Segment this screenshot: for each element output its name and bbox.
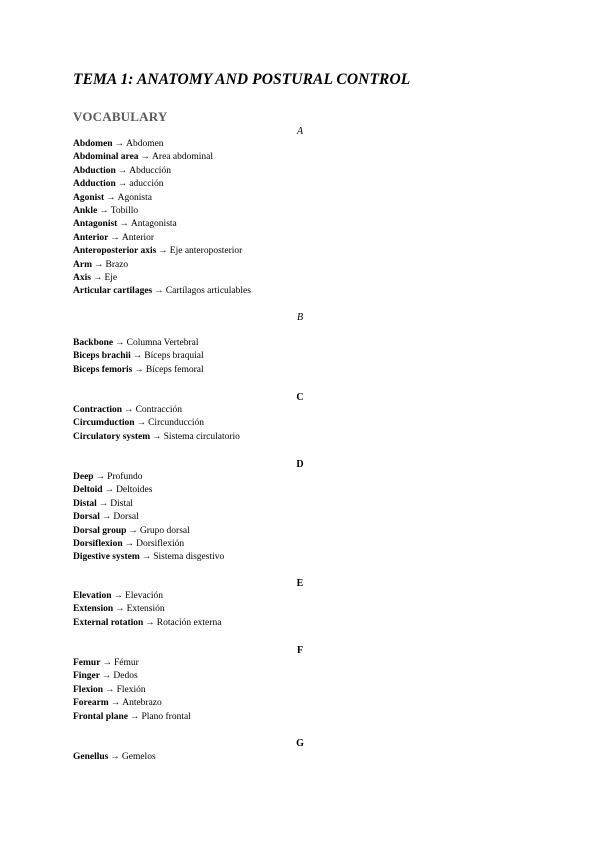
- vocab-entry: [73, 364, 204, 377]
- vocab-entry: [73, 538, 224, 551]
- entry-term: Contraction: [73, 405, 123, 415]
- vocab-entry: [73, 603, 221, 616]
- entry-translation: Agonista: [117, 192, 152, 203]
- entry-translation: Sistema disgestivo: [153, 552, 225, 563]
- entry-term: Abdomen: [73, 139, 113, 149]
- entry-term: Adduction: [73, 179, 116, 190]
- entry-translation: Extensión: [126, 604, 165, 615]
- arrow-icon: →: [119, 219, 129, 230]
- entry-term: Abdominal area: [73, 152, 139, 163]
- vocab-entry: [73, 205, 251, 218]
- arrow-icon: →: [98, 498, 109, 509]
- section-f-entries: [73, 657, 191, 724]
- entry-term: Articular cartilages: [73, 286, 153, 297]
- vocab-entry: [73, 272, 251, 285]
- entry-translation: Deltoides: [116, 485, 153, 496]
- entry-translation: Elevación: [125, 591, 164, 601]
- entry-term: Dorsiflexion: [73, 539, 123, 550]
- entry-term: Elevation: [73, 591, 112, 601]
- vocab-entry: [73, 259, 251, 272]
- entry-term: Finger: [73, 671, 100, 682]
- vocab-entry: [73, 670, 191, 683]
- section-b-entries: [73, 337, 204, 377]
- entry-translation: Antebrazo: [122, 698, 162, 709]
- arrow-icon: →: [101, 512, 112, 523]
- arrow-icon: →: [129, 711, 140, 722]
- entry-translation: Dedos: [113, 671, 138, 682]
- entry-translation: Eje anteroposterior: [169, 246, 243, 257]
- arrow-icon: →: [102, 658, 112, 668]
- entry-translation: Dorsal: [113, 512, 139, 523]
- arrow-icon: →: [110, 752, 120, 762]
- section-g-entries: [73, 751, 156, 764]
- vocab-entry: [73, 751, 156, 764]
- entry-term: Deep: [73, 472, 94, 482]
- arrow-icon: →: [152, 431, 162, 442]
- vocab-entry: [73, 337, 204, 350]
- arrow-icon: →: [124, 405, 134, 415]
- vocab-entry: [73, 245, 251, 258]
- arrow-icon: →: [124, 539, 135, 550]
- vocab-entry: [73, 657, 191, 670]
- vocab-entry: [73, 617, 221, 630]
- arrow-icon: →: [105, 684, 115, 695]
- vocab-entry: [73, 684, 191, 697]
- arrow-icon: →: [104, 485, 115, 496]
- entry-term: Anteroposterior axis: [73, 246, 157, 257]
- section-c-entries: [73, 404, 240, 444]
- entry-translation: Sistema circulatorio: [163, 431, 240, 442]
- entry-translation: Cartílagos articulables: [165, 286, 251, 297]
- arrow-icon: →: [99, 206, 109, 217]
- entry-term: Flexion: [73, 684, 104, 695]
- entry-term: Anterior: [73, 232, 109, 243]
- entry-term: Dorsal: [73, 512, 100, 523]
- arrow-icon: →: [94, 259, 104, 270]
- vocab-entry: [73, 525, 224, 538]
- entry-term: Circumduction: [73, 418, 135, 429]
- section-e-entries: [73, 590, 221, 630]
- entry-translation: Rotación externa: [156, 617, 222, 628]
- entry-translation: Eje: [104, 273, 118, 284]
- entry-term: Ankle: [73, 206, 98, 217]
- arrow-icon: →: [145, 617, 155, 628]
- entry-term: Dorsal group: [73, 525, 127, 536]
- section-letter-c: C: [296, 392, 304, 403]
- entry-translation: Antagonista: [130, 219, 177, 230]
- entry-term: Abduction: [73, 165, 116, 176]
- section-letter-e: E: [296, 578, 304, 589]
- entry-translation: Brazo: [105, 259, 129, 270]
- vocab-entry: [73, 551, 224, 564]
- entry-term: Frontal plane: [73, 711, 128, 722]
- arrow-icon: →: [95, 472, 106, 482]
- vocab-entry: [73, 471, 224, 484]
- entry-translation: Tobillo: [110, 206, 139, 217]
- entry-term: Arm: [73, 259, 92, 270]
- arrow-icon: →: [113, 591, 124, 601]
- entry-translation: Anterior: [121, 232, 155, 243]
- entry-translation: Bíceps braquial: [144, 351, 204, 362]
- entry-translation: Distal: [110, 498, 133, 509]
- arrow-icon: →: [110, 698, 121, 709]
- entry-term: Backbone: [73, 338, 114, 348]
- arrow-icon: →: [158, 246, 168, 257]
- entry-term: Extension: [73, 604, 114, 615]
- vocab-entry: [73, 151, 251, 164]
- entry-term: Forearm: [73, 698, 109, 709]
- entry-translation: Plano frontal: [141, 711, 191, 722]
- vocab-entry: [73, 404, 240, 417]
- entry-translation: Contracción: [135, 405, 183, 415]
- entry-translation: Columna Vertebral: [126, 338, 199, 348]
- arrow-icon: →: [92, 273, 103, 284]
- vocab-entry: [73, 417, 240, 430]
- entry-translation: Gemelos: [121, 752, 156, 762]
- arrow-icon: →: [128, 525, 138, 536]
- entry-term: Circulatory system: [73, 431, 151, 442]
- entry-term: Axis: [73, 273, 91, 284]
- vocabulary-heading: VOCABULARY: [73, 109, 168, 124]
- entry-translation: Profundo: [107, 472, 143, 482]
- entry-term: Antagonist: [73, 219, 118, 230]
- arrow-icon: →: [154, 286, 164, 297]
- entry-term: Femur: [73, 658, 101, 668]
- entry-term: Genellus: [73, 752, 109, 762]
- entry-translation: Bíceps femoral: [145, 364, 204, 375]
- vocab-entry: [73, 511, 224, 524]
- arrow-icon: →: [117, 165, 128, 176]
- document-title: TEMA 1: ANATOMY AND POSTURAL CONTROL: [73, 71, 411, 88]
- entry-translation: Circunducción: [148, 418, 205, 429]
- arrow-icon: →: [110, 232, 120, 243]
- section-letter-a: A: [296, 126, 304, 137]
- entry-translation: Abducción: [129, 165, 171, 176]
- entry-term: Biceps brachii: [73, 351, 131, 362]
- section-a-entries: [73, 138, 251, 299]
- entry-translation: Grupo dorsal: [139, 525, 190, 536]
- arrow-icon: →: [115, 604, 125, 615]
- arrow-icon: →: [106, 192, 116, 203]
- section-letter-f: F: [296, 645, 304, 656]
- entry-translation: Abdomen: [126, 139, 164, 149]
- entry-term: Biceps femoris: [73, 364, 133, 375]
- vocab-entry: [73, 138, 251, 151]
- entry-translation: Area abdominal: [152, 152, 213, 163]
- entry-translation: Fémur: [113, 658, 139, 668]
- vocab-entry: [73, 192, 251, 205]
- entry-term: Distal: [73, 498, 97, 509]
- arrow-icon: →: [101, 671, 112, 682]
- vocab-entry: [73, 590, 221, 603]
- entry-translation: Dorsiflexión: [136, 539, 185, 550]
- arrow-icon: →: [132, 351, 143, 362]
- vocab-entry: [73, 178, 251, 191]
- vocab-entry: [73, 232, 251, 245]
- section-letter-b: B: [296, 312, 304, 323]
- vocab-entry: [73, 285, 251, 298]
- entry-translation: aducción: [129, 179, 164, 190]
- entry-term: External rotation: [73, 617, 144, 628]
- section-d-entries: [73, 471, 224, 565]
- vocab-entry: [73, 484, 224, 497]
- section-letter-d: D: [296, 459, 304, 470]
- arrow-icon: →: [141, 552, 152, 563]
- arrow-icon: →: [115, 338, 125, 348]
- arrow-icon: →: [134, 364, 144, 375]
- entry-term: Agonist: [73, 192, 105, 203]
- vocab-entry: [73, 711, 191, 724]
- arrow-icon: →: [136, 418, 147, 429]
- vocab-entry: [73, 165, 251, 178]
- arrow-icon: →: [140, 152, 151, 163]
- arrow-icon: →: [114, 139, 125, 149]
- vocab-entry: [73, 218, 251, 231]
- vocab-entry: [73, 350, 204, 363]
- vocab-entry: [73, 431, 240, 444]
- section-letter-g: G: [296, 738, 304, 749]
- vocab-entry: [73, 697, 191, 710]
- vocab-entry: [73, 498, 224, 511]
- entry-translation: Flexión: [116, 684, 146, 695]
- arrow-icon: →: [117, 179, 128, 190]
- entry-term: Deltoid: [73, 485, 103, 496]
- entry-term: Digestive system: [73, 552, 140, 563]
